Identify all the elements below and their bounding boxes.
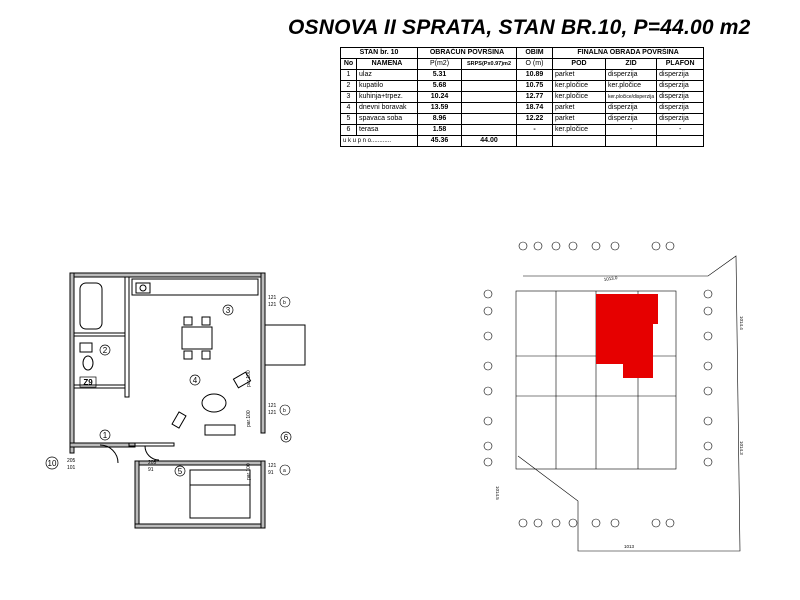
row-o: 12.77 [517, 92, 553, 103]
svg-text:121: 121 [268, 302, 277, 308]
door-label-10: 10 [47, 459, 57, 468]
row-namena: kupatilo [357, 81, 418, 92]
row-srps [462, 92, 517, 103]
table-total-row [341, 136, 704, 147]
svg-text:par.100: par.100 [246, 370, 252, 387]
svg-text:91: 91 [148, 467, 154, 473]
svg-text:1014.5: 1014.5 [495, 486, 500, 500]
row-plafon: disperzija [657, 81, 704, 92]
table-row [341, 81, 704, 92]
row-zid: ker.pločice/disperzija [606, 92, 657, 103]
svg-text:1014.4: 1014.4 [739, 316, 744, 330]
row-pod: ker.pločice [553, 81, 606, 92]
row-o: 18.74 [517, 103, 553, 114]
table-subheader-row [341, 59, 704, 70]
row-namena: spavaca soba [357, 114, 418, 125]
svg-text:101: 101 [67, 465, 76, 471]
header-pod: POD [553, 59, 606, 70]
row-pod: ker.pločice [553, 125, 606, 136]
header-plafon: PLAFON [657, 59, 704, 70]
row-namena: ulaz [357, 70, 418, 81]
row-o: 10.75 [517, 81, 553, 92]
svg-text:121: 121 [268, 410, 277, 416]
room-label-1: 1 [102, 431, 108, 440]
row-o: - [517, 125, 553, 136]
header-stan: STAN br. 10 [341, 48, 418, 59]
row-zid: disperzija [606, 114, 657, 125]
row-zid: - [606, 125, 657, 136]
row-namena: terasa [357, 125, 418, 136]
row-srps [462, 114, 517, 125]
row-zid: disperzija [606, 103, 657, 114]
row-p: 10.24 [418, 92, 462, 103]
svg-text:121: 121 [268, 295, 277, 301]
row-pod: parket [553, 114, 606, 125]
row-no: 5 [341, 114, 357, 125]
svg-text:121: 121 [268, 403, 277, 409]
row-plafon: disperzija [657, 70, 704, 81]
svg-text:121: 121 [268, 463, 277, 469]
row-plafon: disperzija [657, 92, 704, 103]
row-p: 5.31 [418, 70, 462, 81]
row-no: 4 [341, 103, 357, 114]
z9-label: Z9 [83, 378, 93, 387]
row-pod: ker.pločice [553, 92, 606, 103]
row-o: 10.89 [517, 70, 553, 81]
row-namena: dnevni boravak [357, 103, 418, 114]
header-namena: NAMENA [357, 59, 418, 70]
header-obracun: OBRAČUN POVRŠINA [418, 48, 517, 59]
table-row [341, 125, 704, 136]
room-label-5: 5 [177, 467, 183, 476]
table-row [341, 92, 704, 103]
svg-text:91: 91 [268, 470, 274, 476]
svg-text:205: 205 [148, 460, 157, 466]
header-o: O (m) [517, 59, 553, 70]
svg-text:par.100: par.100 [246, 410, 252, 427]
header-p: P(m2) [418, 59, 462, 70]
total-label: u k u p n o............ [341, 136, 418, 147]
row-zid: ker.pločice [606, 81, 657, 92]
row-srps [462, 125, 517, 136]
row-plafon: - [657, 125, 704, 136]
row-srps [462, 103, 517, 114]
total-srps: 44.00 [462, 136, 517, 147]
row-srps [462, 81, 517, 92]
row-p: 13.59 [418, 103, 462, 114]
table-header-row [341, 48, 704, 59]
room-label-2: 2 [102, 346, 108, 355]
area-table [340, 47, 704, 147]
header-no: No [341, 59, 357, 70]
row-o: 12.22 [517, 114, 553, 125]
page-title: OSNOVA II SPRATA, STAN BR.10, P=44.00 m2 [288, 16, 751, 39]
row-pod: parket [553, 70, 606, 81]
room-label-4: 4 [192, 376, 198, 385]
svg-text:1014.3: 1014.3 [739, 441, 744, 455]
table-row [341, 103, 704, 114]
row-no: 3 [341, 92, 357, 103]
svg-text:b: b [283, 300, 286, 306]
room-label-6: 6 [283, 433, 289, 442]
svg-text:par.100: par.100 [246, 463, 252, 480]
header-obim: OBIM [517, 48, 553, 59]
row-p: 8.96 [418, 114, 462, 125]
header-srps: SRPS(Px0.97)m2 [462, 59, 517, 70]
table-row [341, 114, 704, 125]
svg-text:205: 205 [67, 458, 76, 464]
highlighted-apartment [596, 294, 658, 378]
row-p: 1.58 [418, 125, 462, 136]
row-no: 1 [341, 70, 357, 81]
row-p: 5.68 [418, 81, 462, 92]
row-srps [462, 70, 517, 81]
axis-markers [484, 242, 712, 527]
header-zid: ZID [606, 59, 657, 70]
row-no: 6 [341, 125, 357, 136]
row-plafon: disperzija [657, 103, 704, 114]
svg-text:a: a [283, 468, 286, 474]
svg-text:1013.0: 1013.0 [603, 275, 618, 282]
row-pod: parket [553, 103, 606, 114]
svg-text:b: b [283, 408, 286, 414]
floor-key-plan [478, 236, 773, 556]
row-zid: disperzija [606, 70, 657, 81]
total-p: 45.36 [418, 136, 462, 147]
row-no: 2 [341, 81, 357, 92]
room-label-3: 3 [225, 306, 231, 315]
row-namena: kuhinja+trpez. [357, 92, 418, 103]
apartment-floor-plan [40, 265, 310, 545]
table-row [341, 70, 704, 81]
header-finalna: FINALNA OBRADA POVRŠINA [553, 48, 704, 59]
svg-text:1013: 1013 [624, 544, 635, 549]
row-plafon: disperzija [657, 114, 704, 125]
